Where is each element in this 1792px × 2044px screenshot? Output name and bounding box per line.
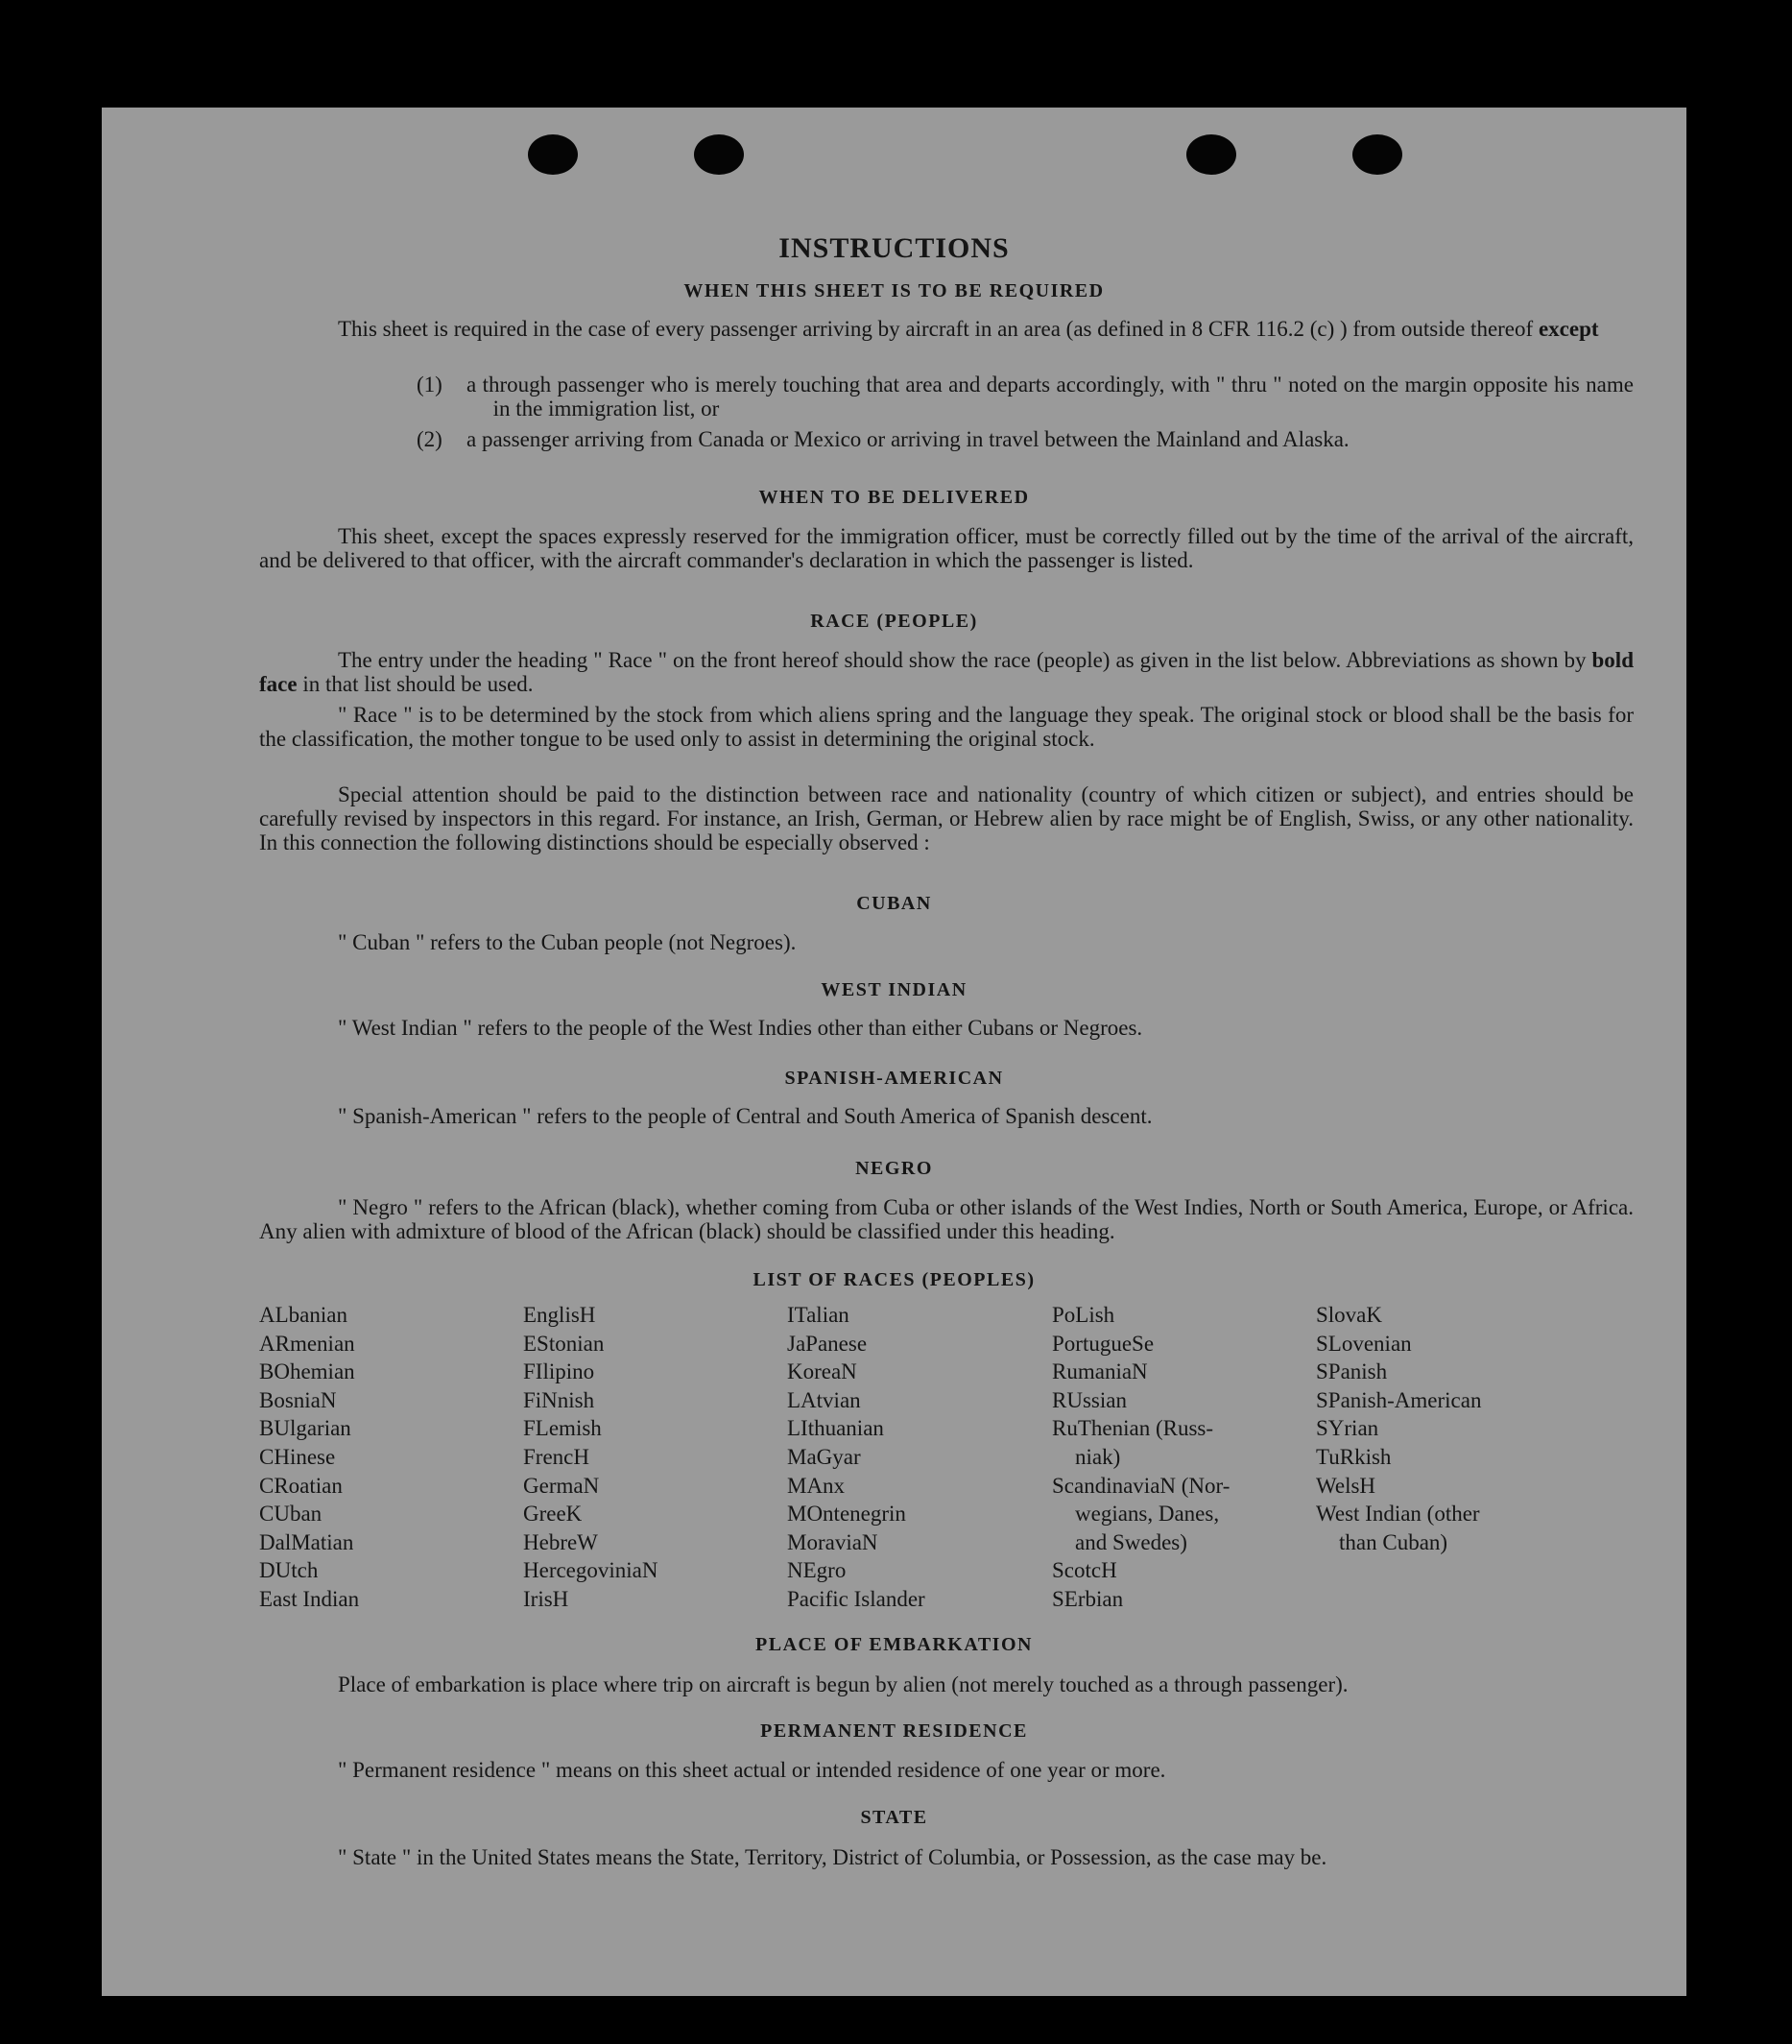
race-list-item: ScandinaviaN (Nor- [1052,1473,1231,1498]
race-column-1 [259,1301,518,1614]
race-list-item: ALbanian [259,1303,347,1327]
race-list-item: RuThenian (Russ- [1052,1416,1214,1441]
cuban-text: " Cuban " refers to the Cuban people (not Negroes). [338,930,797,954]
heading-list-of-races: LIST OF RACES (PEOPLES) [753,1269,1036,1290]
race-list-item: MAnx [787,1473,846,1498]
race-list-item: SPanish-American [1316,1387,1482,1412]
race-list-item: KoreaN [787,1359,857,1384]
race-list-item: HercegoviniaN [523,1558,658,1583]
west-indian-text: " West Indian " refers to the people of the West Indies other than either Cubans or Negroes. [338,1016,1143,1040]
race-list-item: niak) [1075,1444,1121,1469]
race-list-item: ScotcH [1052,1558,1117,1583]
race-list-item: MOntenegrin [787,1502,906,1527]
race-list-item: FLemish [523,1416,602,1441]
race-list-item: West Indian (other [1316,1502,1480,1527]
race-column-5 [1316,1301,1575,1556]
race-list-item: MoraviaN [787,1529,878,1554]
race-list-item: FiNnish [523,1387,595,1412]
race-list-item: SlovaK [1316,1303,1382,1327]
race-list-item: and Swedes) [1075,1529,1187,1554]
race-list-item: East Indian [259,1586,360,1611]
spanish-american-text: " Spanish-American " refers to the people of Central and South America of Spanish descent. [338,1104,1153,1128]
race-list-item: RumaniaN [1052,1359,1148,1384]
race-list-item: CHinese [259,1444,336,1469]
punch-hole [1352,134,1402,175]
race-column-3 [787,1301,1046,1614]
race-list-item: DalMatian [259,1529,354,1554]
race-list-item: LIthuanian [787,1416,884,1441]
negro-text: " Negro " refers to the African (black), whether coming from Cuba or other islands of the West Indies, North or South America, Europe, or Africa. Any alien with admixture of blood of the African (black) should be classified under this heading. [259,1195,1634,1243]
heading-required: WHEN THIS SHEET IS TO BE REQUIRED [683,280,1105,301]
race-list-item: SPanish [1316,1359,1388,1384]
heading-residence: PERMANENT RESIDENCE [760,1720,1028,1742]
race-column-2 [523,1301,782,1614]
embarkation-text: Place of embarkation is place where trip on aircraft is begun by alien (not merely touched as a through passenger). [338,1672,1349,1696]
heading-negro: NEGRO [855,1158,933,1179]
item-text: a through passenger who is merely touching that area and departs accordingly, with " thru " noted on the margin opposite his name in the immigration list, or [466,373,1634,421]
heading-cuban: CUBAN [856,893,932,914]
race-list-item: SLovenian [1316,1331,1412,1356]
race-p1-b: in that list should be used. [302,672,534,696]
race-list-item: MaGyar [787,1444,861,1469]
heading-embarkation: PLACE OF EMBARKATION [755,1634,1033,1655]
race-list-item: SErbian [1052,1586,1124,1611]
race-list-item: LAtvian [787,1387,861,1412]
race-list-item: IrisH [523,1586,569,1611]
item-number: (2) [417,427,442,451]
heading-spanish-american: SPANISH-AMERICAN [784,1068,1004,1089]
heading-delivered: WHEN TO BE DELIVERED [758,487,1030,508]
race-list-item: wegians, Danes, [1075,1502,1220,1527]
page-title: INSTRUCTIONS [778,232,1010,264]
race-list-item: PortugueSe [1052,1331,1155,1356]
race-list-item: Pacific Islander [787,1586,925,1611]
race-list-item: BOhemian [259,1359,355,1384]
race-list-item: HebreW [523,1529,598,1554]
heading-west-indian: WEST INDIAN [821,979,968,1000]
race-list-item: GreeK [523,1502,583,1527]
race-p1-a: The entry under the heading " Race " on the front hereof should show the race (people) as given in the list below. Abbreviations as shown by [338,648,1587,672]
punch-hole [528,134,578,175]
punch-hole [694,134,744,175]
required-main: This sheet is required in the case of every passenger arriving by aircraft in an area (as defined in 8 CFR 116.2 (c) ) from outside thereof [338,317,1534,341]
race-column-4 [1052,1301,1311,1614]
residence-text: " Permanent residence " means on this sheet actual or intended residence of one year or more. [338,1758,1166,1782]
race-list-item: EStonian [523,1331,605,1356]
race-list-item: ITalian [787,1303,849,1327]
race-list-item: ARmenian [259,1331,355,1356]
race-list-item: PoLish [1052,1303,1115,1327]
race-p1-bold: bold face [259,648,1634,696]
race-list-item: CRoatian [259,1473,343,1498]
race-list-item: WelsH [1316,1473,1376,1498]
race-paragraph-1 [259,648,1634,696]
heading-state: STATE [860,1807,928,1828]
document-sheet [102,108,1686,1996]
race-list-item: FrencH [523,1444,589,1469]
race-list-item: NEgro [787,1558,847,1583]
race-paragraph-3: Special attention should be paid to the distinction between race and nationality (country of which citizen or subject), and entries should be carefully revised by inspectors in this regard. For instance, an Irish, German, or Hebrew alien by race might be of English, Swiss, or any other nationality. In this connection the following distinctions should be especially observed : [259,782,1634,854]
item-text: a passenger arriving from Canada or Mexico or arriving in travel between the Mainland and Alaska. [466,427,1350,451]
race-list-item: FIlipino [523,1359,595,1384]
item-number: (1) [417,373,442,397]
race-list-item: than Cuban) [1339,1529,1448,1554]
race-list-item: DUtch [259,1558,319,1583]
required-except: except [1538,317,1599,341]
race-paragraph-2: " Race " is to be determined by the stock from which aliens spring and the language they speak. The original stock or blood shall be the basis for the classification, the mother tongue to be used only to assist in determining the original stock. [259,703,1634,751]
race-list-item: BosniaN [259,1387,337,1412]
punch-hole [1186,134,1236,175]
race-list-item: JaPanese [787,1331,868,1356]
race-list-item: TuRkish [1316,1444,1392,1469]
race-list-item: SYrian [1316,1416,1379,1441]
race-list [259,1301,1545,1611]
race-list-item: EnglisH [523,1303,596,1327]
race-list-item: RUssian [1052,1387,1127,1412]
race-list-item: CUban [259,1502,323,1527]
race-list-item: GermaN [523,1473,600,1498]
state-text: " State " in the United States means the State, Territory, District of Columbia, or Possession, as the case may be. [338,1845,1327,1869]
race-list-item: BUlgarian [259,1416,351,1441]
required-text [259,317,1634,341]
heading-race: RACE (PEOPLE) [810,611,978,632]
delivered-text: This sheet, except the spaces expressly reserved for the immigration officer, must be correctly filled out by the time of the arrival of the aircraft, and be delivered to that officer, with the aircraft commander's declaration in which the passenger is listed. [259,524,1634,572]
